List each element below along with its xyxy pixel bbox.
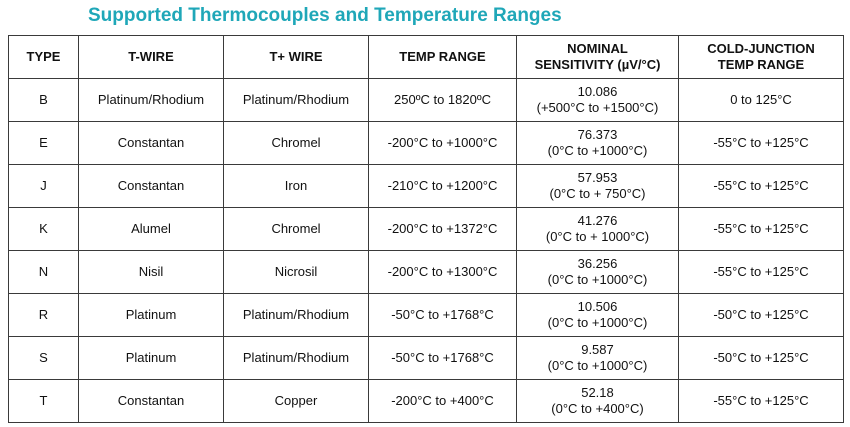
cell-temp-range: -200°C to +400°C [369, 380, 517, 423]
sensitivity-range: (+500°C to +1500°C) [536, 100, 659, 115]
cell-temp-range: -200°C to +1000°C [369, 122, 517, 165]
cell-nominal-sensitivity [517, 208, 679, 251]
header-sensitivity-line1: NOMINAL [567, 41, 628, 56]
cell-type: R [9, 294, 79, 337]
header-temp-range: TEMP RANGE [369, 36, 517, 79]
cell-type: E [9, 122, 79, 165]
table-row [9, 380, 844, 423]
table-row [9, 251, 844, 294]
sensitivity-range: (0°C to +400°C) [551, 401, 644, 416]
header-cold-junction [679, 36, 844, 79]
cell-t-minus-wire: Alumel [79, 208, 224, 251]
cell-t-plus-wire: Platinum/Rhodium [224, 294, 369, 337]
table-row [9, 122, 844, 165]
thermocouple-table [8, 35, 844, 423]
cell-type: S [9, 337, 79, 380]
table-body [9, 79, 844, 423]
header-cold-junction-line1: COLD-JUNCTION [707, 41, 815, 56]
cell-t-minus-wire: Constantan [79, 380, 224, 423]
cell-t-minus-wire: Constantan [79, 122, 224, 165]
sensitivity-range: (0°C to + 1000°C) [545, 229, 650, 244]
cell-cold-junction-range: 0 to 125°C [679, 79, 844, 122]
cell-t-minus-wire: Nisil [79, 251, 224, 294]
table-header-row [9, 36, 844, 79]
cell-cold-junction-range: -55°C to +125°C [679, 251, 844, 294]
cell-nominal-sensitivity [517, 251, 679, 294]
cell-t-minus-wire: Constantan [79, 165, 224, 208]
cell-nominal-sensitivity [517, 337, 679, 380]
cell-nominal-sensitivity [517, 79, 679, 122]
cell-t-minus-wire: Platinum [79, 294, 224, 337]
cell-t-plus-wire: Chromel [224, 208, 369, 251]
cell-cold-junction-range: -50°C to +125°C [679, 337, 844, 380]
cell-type: N [9, 251, 79, 294]
cell-t-plus-wire: Iron [224, 165, 369, 208]
header-t-plus-wire: T+ WIRE [224, 36, 369, 79]
sensitivity-value: 36.256 [577, 256, 618, 271]
sensitivity-value: 10.506 [577, 299, 618, 314]
header-sensitivity-line2: SENSITIVITY (µV/°C) [534, 57, 661, 72]
cell-t-plus-wire: Nicrosil [224, 251, 369, 294]
sensitivity-range: (0°C to +1000°C) [547, 315, 648, 330]
sensitivity-value: 9.587 [581, 342, 614, 357]
header-type: TYPE [9, 36, 79, 79]
header-t-minus-wire: T-WIRE [79, 36, 224, 79]
cell-cold-junction-range: -55°C to +125°C [679, 122, 844, 165]
cell-nominal-sensitivity [517, 165, 679, 208]
cell-t-plus-wire: Platinum/Rhodium [224, 79, 369, 122]
header-nominal-sensitivity [517, 36, 679, 79]
cell-temp-range: -200°C to +1372°C [369, 208, 517, 251]
cell-cold-junction-range: -55°C to +125°C [679, 380, 844, 423]
sensitivity-value: 76.373 [577, 127, 618, 142]
header-cold-junction-line2: TEMP RANGE [717, 57, 805, 72]
cell-type: T [9, 380, 79, 423]
cell-t-minus-wire: Platinum [79, 337, 224, 380]
table-row [9, 208, 844, 251]
cell-temp-range: -50°C to +1768°C [369, 294, 517, 337]
cell-t-plus-wire: Copper [224, 380, 369, 423]
cell-t-plus-wire: Chromel [224, 122, 369, 165]
cell-nominal-sensitivity [517, 294, 679, 337]
cell-temp-range: 250ºC to 1820ºC [369, 79, 517, 122]
sensitivity-value: 10.086 [577, 84, 618, 99]
table-row [9, 165, 844, 208]
sensitivity-range: (0°C to +1000°C) [547, 272, 648, 287]
cell-t-minus-wire: Platinum/Rhodium [79, 79, 224, 122]
cell-cold-junction-range: -50°C to +125°C [679, 294, 844, 337]
sensitivity-range: (0°C to +1000°C) [547, 143, 648, 158]
cell-type: J [9, 165, 79, 208]
table-row [9, 294, 844, 337]
table-row [9, 337, 844, 380]
cell-cold-junction-range: -55°C to +125°C [679, 208, 844, 251]
cell-temp-range: -210°C to +1200°C [369, 165, 517, 208]
cell-temp-range: -50°C to +1768°C [369, 337, 517, 380]
sensitivity-value: 52.18 [581, 385, 614, 400]
cell-nominal-sensitivity [517, 380, 679, 423]
cell-t-plus-wire: Platinum/Rhodium [224, 337, 369, 380]
sensitivity-range: (0°C to + 750°C) [549, 186, 646, 201]
page-title: Supported Thermocouples and Temperature Ranges [88, 5, 562, 26]
table-row [9, 79, 844, 122]
sensitivity-value: 57.953 [577, 170, 618, 185]
cell-nominal-sensitivity [517, 122, 679, 165]
sensitivity-range: (0°C to +1000°C) [547, 358, 648, 373]
sensitivity-value: 41.276 [577, 213, 618, 228]
cell-type: B [9, 79, 79, 122]
cell-cold-junction-range: -55°C to +125°C [679, 165, 844, 208]
cell-temp-range: -200°C to +1300°C [369, 251, 517, 294]
cell-type: K [9, 208, 79, 251]
